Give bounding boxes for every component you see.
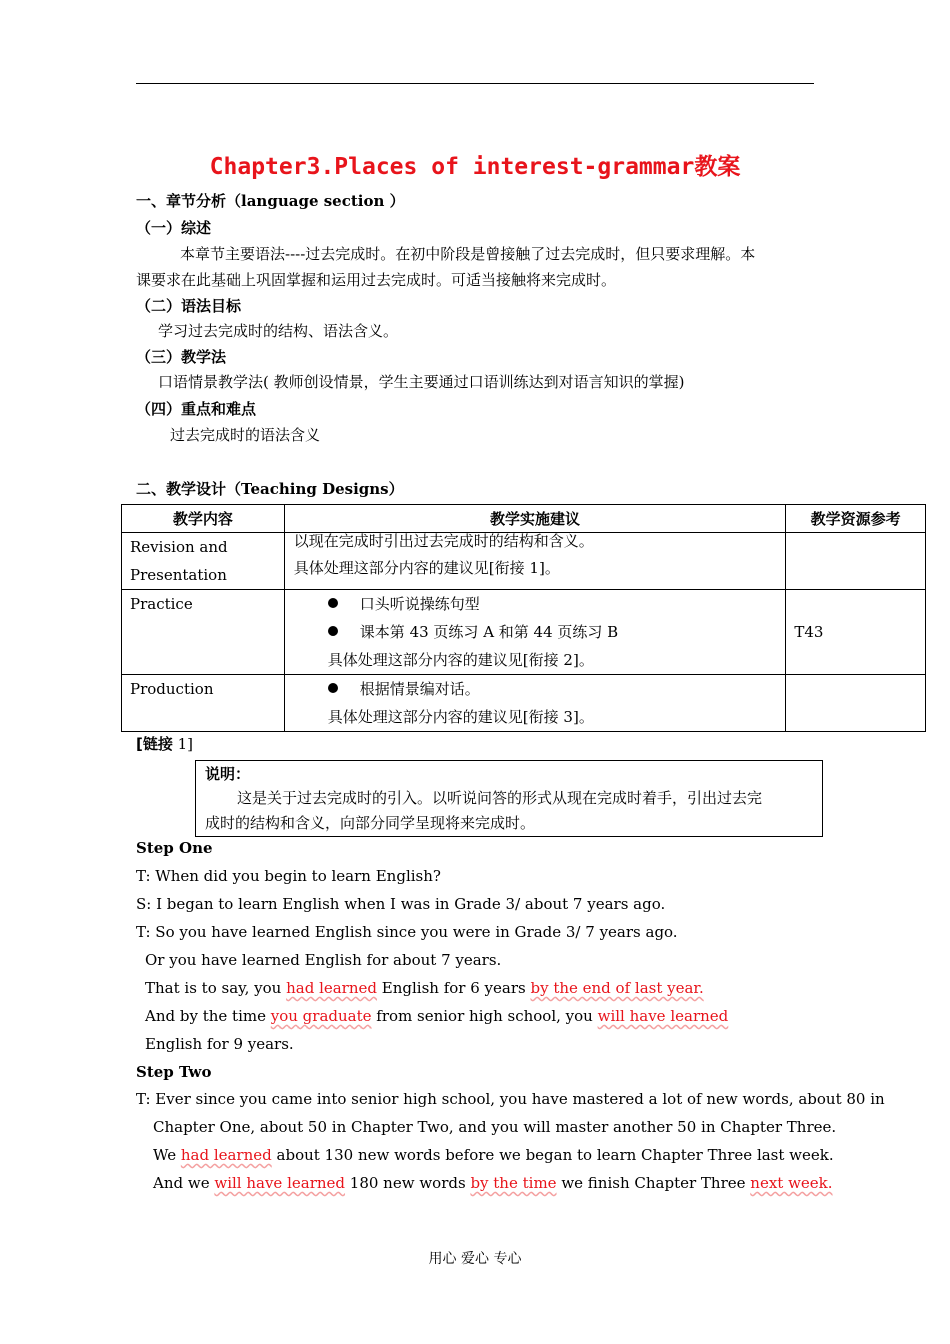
step2-line4 <box>153 1174 833 1192</box>
table-cell <box>786 590 926 675</box>
table-cell <box>284 533 786 590</box>
header-rule <box>136 83 814 84</box>
row1-suggest-2: 具体处理这部分内容的建议见[衔接 1]。 <box>293 559 560 577</box>
row2-content-1: Practice <box>130 595 193 613</box>
sub1-line2: 课要求在此基础上巩固掌握和运用过去完成时。可适当接触将来完成时。 <box>136 271 617 289</box>
table-cell <box>122 533 285 590</box>
sub4-text: 过去完成时的语法含义 <box>170 426 321 444</box>
link1-text: [链接 <box>136 735 173 753</box>
section1-heading-en: language section <box>241 192 385 210</box>
step1-line5-d: by the end of last year. <box>530 979 704 997</box>
note-box <box>195 760 823 837</box>
step2-line4-a: And we <box>153 1174 215 1192</box>
bullet-icon <box>328 683 338 693</box>
row1-resource <box>786 533 926 590</box>
step1-title: Step One <box>136 839 213 857</box>
step1-line5-b: had learned <box>286 979 377 997</box>
step2-line3-a: We <box>153 1146 181 1164</box>
table-cell <box>122 675 285 732</box>
row2-bullet-item-2 <box>328 618 786 646</box>
row3-bullet-item-1 <box>328 675 786 703</box>
step2-line4-d: by the time <box>470 1174 557 1192</box>
row3-suggest: 具体处理这部分内容的建议见[衔接 3]。 <box>327 708 594 726</box>
bullet-icon <box>328 598 338 608</box>
sub2-text: 学习过去完成时的结构、语法含义。 <box>158 322 399 340</box>
step1-line6-a: And by the time <box>145 1007 271 1025</box>
step2-line3-c: about 130 new words before we began to learn Chapter Three last week. <box>271 1146 834 1164</box>
step1-line5-c: English for 6 years <box>377 979 531 997</box>
row3-content-1: Production <box>130 680 214 698</box>
table-header-resource: 教学资源参考 <box>786 505 926 533</box>
section2-heading-en: Teaching Designs <box>241 480 389 498</box>
link1-label <box>136 733 193 754</box>
step1-line5 <box>145 979 704 997</box>
step1-line2: S: I began to learn English when I was in Grade 3/ about 7 years ago. <box>136 895 666 913</box>
table-header-content: 教学内容 <box>122 505 285 533</box>
row1-suggest-1: 以现在完成时引出过去完成时的结构和含义。 <box>293 532 594 550</box>
note-line2: 成时的结构和含义，向部分同学呈现将来完成时。 <box>205 814 536 832</box>
section2-heading <box>136 478 404 499</box>
table-cell <box>284 590 786 675</box>
step1-line3: T: So you have learned English since you were in Grade 3/ 7 years ago. <box>136 923 678 941</box>
row2-resource: T43 <box>794 623 824 641</box>
step1-line4: Or you have learned English for about 7 years. <box>145 951 502 969</box>
note-line1: 这是关于过去完成时的引入。以听说问答的形式从现在完成时着手，引出过去完 <box>237 789 763 807</box>
step1-line6 <box>145 1007 728 1025</box>
step1-line6-b: you graduate <box>270 1007 372 1025</box>
row3-resource <box>786 675 926 732</box>
sub3-title: （三）教学法 <box>136 348 227 366</box>
page-footer: 用心 爱心 专心 <box>428 1251 522 1267</box>
step2-line4-c: 180 new words <box>345 1174 471 1192</box>
row1-content-1: Revision and <box>130 538 228 556</box>
teaching-design-table <box>121 504 926 732</box>
table-row <box>122 590 926 675</box>
page-title: Chapter3.Places of interest-grammar教案 <box>209 154 741 180</box>
row1-content-2: Presentation <box>130 566 227 584</box>
sub3-text: 口语情景教学法( 教师创设情景，学生主要通过口语训练达到对语言知识的掌握) <box>158 373 685 391</box>
step2-line4-f: next week. <box>750 1174 833 1192</box>
step2-line2: Chapter One, about 50 in Chapter Two, and you will master another 50 in Chapter Three. <box>153 1118 837 1136</box>
step2-line4-e: we finish Chapter Three <box>556 1174 751 1192</box>
row2-bullet-1: 口头听说操练句型 <box>359 595 480 613</box>
link1-num: 1] <box>172 735 194 753</box>
table-row <box>122 675 926 732</box>
step1-line6-c: from senior high school, you <box>371 1007 598 1025</box>
step2-title: Step Two <box>136 1063 212 1081</box>
section1-heading-cn: 一、章节分析（ <box>136 192 242 210</box>
step2-line3 <box>153 1146 834 1164</box>
step2-line3-b: had learned <box>180 1146 272 1164</box>
bullet-icon <box>328 626 338 636</box>
row3-bullet-1: 根据情景编对话。 <box>359 680 480 698</box>
step1-line1: T: When did you begin to learn English? <box>136 867 441 885</box>
sub4-title: （四）重点和难点 <box>136 400 257 418</box>
note-title: 说明： <box>205 765 251 783</box>
step1-line5-a: That is to say, you <box>145 979 287 997</box>
row2-suggest: 具体处理这部分内容的建议见[衔接 2]。 <box>327 651 594 669</box>
step1-line6-d: will have learned <box>597 1007 729 1025</box>
sub1-title: （一）综述 <box>136 219 212 237</box>
table-cell <box>284 675 786 732</box>
step1-line7: English for 9 years. <box>145 1035 294 1053</box>
section1-heading-end: ） <box>384 192 405 210</box>
row2-bullet-item-1 <box>328 590 786 618</box>
section2-heading-end: ） <box>388 480 404 498</box>
table-row <box>122 533 926 590</box>
section1-heading <box>136 190 405 211</box>
step2-line1: T: Ever since you came into senior high school, you have mastered a lot of new words, about 80 in <box>136 1090 885 1108</box>
table-cell <box>122 590 285 675</box>
sub1-line1: 本章节主要语法----过去完成时。在初中阶段是曾接触了过去完成时，但只要求理解。本 <box>180 245 756 263</box>
table-header-suggestion: 教学实施建议 <box>284 505 786 533</box>
sub2-title: （二）语法目标 <box>136 297 242 315</box>
row2-bullet-2: 课本第 43 页练习 A 和第 44 页练习 B <box>359 623 619 641</box>
section2-heading-cn: 二、教学设计（ <box>136 480 242 498</box>
step2-line4-b: will have learned <box>214 1174 346 1192</box>
